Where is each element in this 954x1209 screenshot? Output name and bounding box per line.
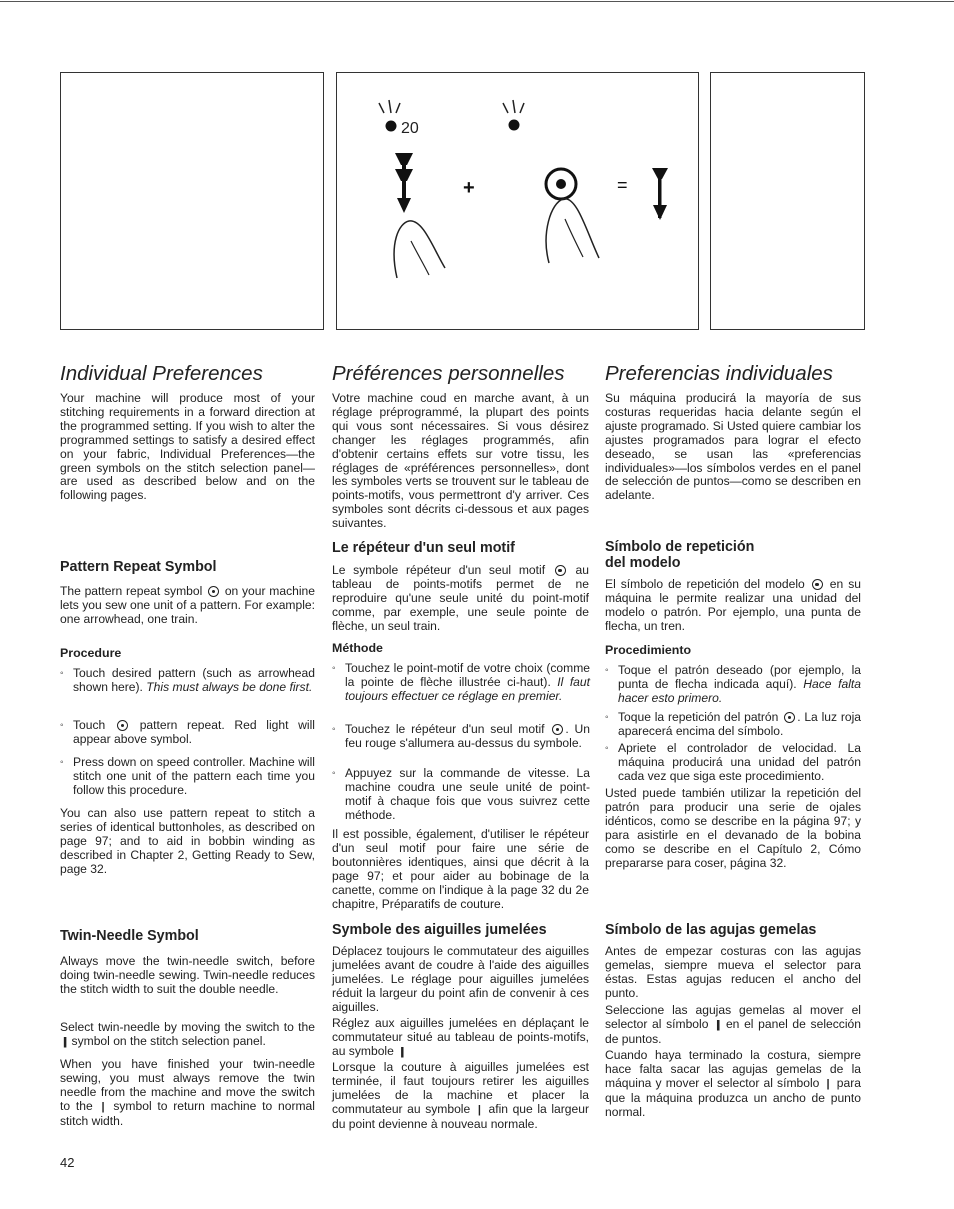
twin-p3-en: When you have finished your twin-needle sewing, you must always remove the twin needle from the machine and move the switch to the | symbol to return machine to normal stitch width.: [60, 1057, 315, 1128]
pattern-p1-en: The pattern repeat symbol on your machine lets you sew one unit of a pattern. For example: one arrowhead, one train.: [60, 584, 315, 626]
indicator-light-icon: [379, 100, 400, 113]
pattern-repeat-icon: [555, 565, 566, 576]
stitch-pattern-icon: [395, 153, 413, 213]
pattern-repeat-icon: [784, 712, 795, 723]
pattern-p2-es: Usted puede también utilizar la repetición del patrón para producir una serie de ojales idénticos, como se describe en la página 97; y para asistirle en el devanado de la bobina como se describe en el Capítulo 2, Cómo prepararse para coser, página 32.: [605, 786, 861, 870]
pattern-repeat-illustration: [337, 73, 697, 328]
pattern-repeat-icon: [812, 579, 823, 590]
twin-p1-en: Always move the twin-needle switch, before doing twin-needle sewing. Twin-needle reduces the stitch width to suit the double needle.: [60, 954, 315, 996]
title-fr: Préférences personnelles: [332, 362, 565, 385]
title-es: Preferencias individuales: [605, 362, 833, 385]
procedure-heading-es: Procedimiento: [605, 643, 692, 657]
twin-needle-icon: ||: [716, 1018, 719, 1031]
pattern-repeat-icon: [552, 724, 563, 735]
step1-fr: ◦ Touchez le point-motif de votre choix (comme la pointe de flèche illustrée ci-haut). Il faut toujours effectuer ce réglage en premier.: [332, 662, 590, 704]
step1-es: ◦ Toque el patrón deseado (por ejemplo, la punta de flecha indicada aquí). Hace falta hacer esto primero.: [605, 664, 861, 706]
step3-en: ◦ Press down on speed controller. Machine will stitch one unit of the pattern each time you follow this procedure.: [60, 756, 315, 798]
intro-es: Su máquina producirá la mayoría de sus costuras requeridas hacia delante según el ajuste programado. Si Usted quiere cambiar los ajustes programados para lograr el efecto deseado, se usan las «preferencias individuales»—los símbolos verdes en el panel de selección de puntos—como se describen en adelante.: [605, 391, 861, 503]
twin-heading-fr: Symbole des aiguilles jumelées: [332, 922, 547, 938]
pattern-p2-en: You can also use pattern repeat to stitch a series of identical buttonholes, as described on page 97; and to aid in bobbin winding as described in Chapter 2, Getting Ready to Sew, page 32.: [60, 806, 315, 876]
equals-sign: =: [617, 175, 628, 195]
intro-en: Your machine will produce most of your stitching requirements in a forward direction at the programmed setting. If you wish to alter the programmed settings to satisfy a desired effect on your fabric, Individual Preferences—the green symbols on the stitch selection panel—are used as described below and on the following pages.: [60, 391, 315, 503]
twin-needle-icon: ||: [63, 1035, 66, 1048]
title-en: Individual Preferences: [60, 362, 263, 385]
twin-p1-fr: Déplacez toujours le commutateur des aiguilles jumelées avant de coudre à l'aide des aiguilles jumelées. Le réglage pour aiguilles jumelées réduit la largeur du point afin de convenir à ces aiguilles.: [332, 944, 589, 1014]
pattern-p1-fr: Le symbole répéteur d'un seul motif au tableau de points-motifs permet de ne reproduire qu'une seule unité du point-motif comme, par exemple, une seule pointe de flèche, un seul train.: [332, 563, 589, 633]
pattern-repeat-icon: [117, 720, 128, 731]
finger-icon-2: [546, 199, 599, 263]
pattern-p2-fr: Il est possible, également, d'utiliser le répéteur d'un seul motif pour faire une série de boutonnières identiques, ainsi que décrit à la page 97; et pour aider au bobinage de la canette, comme on l'indique à la page 32 du 2e chapitre, Préparatifs de couture.: [332, 827, 589, 911]
step3-fr: ◦ Appuyez sur la commande de vitesse. La machine coudra une seule unité de point-motif à chaque fois que vous suivrez cette méthode.: [332, 767, 590, 823]
single-needle-icon: |: [477, 1103, 481, 1116]
pattern-heading-en: Pattern Repeat Symbol: [60, 559, 217, 575]
twin-heading-es: Símbolo de las agujas gemelas: [605, 922, 817, 938]
pattern-heading-es-2: del modelo: [605, 555, 681, 571]
step1-en: ◦ Touch desired pattern (such as arrowhead shown here). This must always be done first.: [60, 667, 315, 695]
finger-icon: [394, 221, 445, 278]
intro-fr: Votre machine coud en marche avant, à un réglage préprogrammé, la plupart des points qui vous sont nécessaires. Si vous désirez changer les réglages programmés, afin d'obtenir certains effets sur votre tissu, les réglages de «préférences personnelles», dont les symboles verts se trouvent sur le tableau de points-motifs, vous permettront d'y arriver. Ces symboles sont décrits ci-dessous et aux pages suivantes.: [332, 391, 589, 531]
twin-p2-en: Select twin-needle by moving the switch to the || symbol on the stitch selection panel.: [60, 1020, 315, 1048]
repeat-count: 20: [401, 120, 419, 137]
twin-p2-es: Seleccione las agujas gemelas al mover el selector al símbolo || en el panel de selección de puntos.: [605, 1003, 861, 1046]
top-rule: [0, 1, 954, 2]
pattern-heading-fr: Le répéteur d'un seul motif: [332, 540, 515, 556]
twin-p2-fr: Réglez aux aiguilles jumelées en déplaçant le commutateur situé au tableau de points-motifs, au symbole ||: [332, 1016, 589, 1058]
illustration-left-panel: [60, 72, 324, 330]
step2-fr: ◦ Touchez le répéteur d'un seul motif . Un feu rouge s'allumera au-dessus du symbole.: [332, 723, 590, 751]
illustration-center-panel: [336, 72, 699, 330]
step2-en: ◦ Touch pattern repeat. Red light will appear above symbol.: [60, 719, 315, 747]
twin-heading-en: Twin-Needle Symbol: [60, 928, 199, 944]
procedure-heading-fr: Méthode: [332, 641, 383, 655]
pattern-p1-es: El símbolo de repetición del modelo en su máquina le permite realizar una unidad del modelo o patrón. Por ejemplo, una punta de flecha, un tren.: [605, 577, 861, 633]
step3-es: ◦ Apriete el controlador de velocidad. La máquina producirá una unidad del patrón cada vez que siga este procedimiento.: [605, 742, 861, 784]
plus-sign: +: [463, 177, 475, 199]
illustration-right-panel: [710, 72, 865, 330]
page-number: 42: [60, 1155, 75, 1170]
pattern-heading-es-1: Símbolo de repetición: [605, 539, 755, 555]
procedure-heading-en: Procedure: [60, 646, 122, 660]
twin-p1-es: Antes de empezar costuras con las agujas gemelas, siempre mueva el selector para éstas. Estas agujas reducen el ancho del punto.: [605, 944, 861, 1000]
twin-needle-icon: ||: [400, 1045, 403, 1058]
single-needle-icon: |: [101, 1100, 105, 1113]
pattern-repeat-icon: [208, 586, 219, 597]
single-needle-icon: |: [826, 1077, 830, 1090]
twin-p3-fr: Lorsque la couture à aiguilles jumelées est terminée, il faut toujours retirer les aiguilles jumelées de la machine et placer la commutateur au symbole | afin que la largeur du point devienne à nouveau normale.: [332, 1060, 589, 1131]
twin-p3-es: Cuando haya terminado la costura, siempre hace falta sacar las agujas gemelas de la máquina y mover el selector al símbolo | para que la máquina produzca un ancho de punto normal.: [605, 1048, 861, 1119]
step2-es: ◦ Toque la repetición del patrón . La luz roja aparecerá encima del símbolo.: [605, 711, 861, 739]
